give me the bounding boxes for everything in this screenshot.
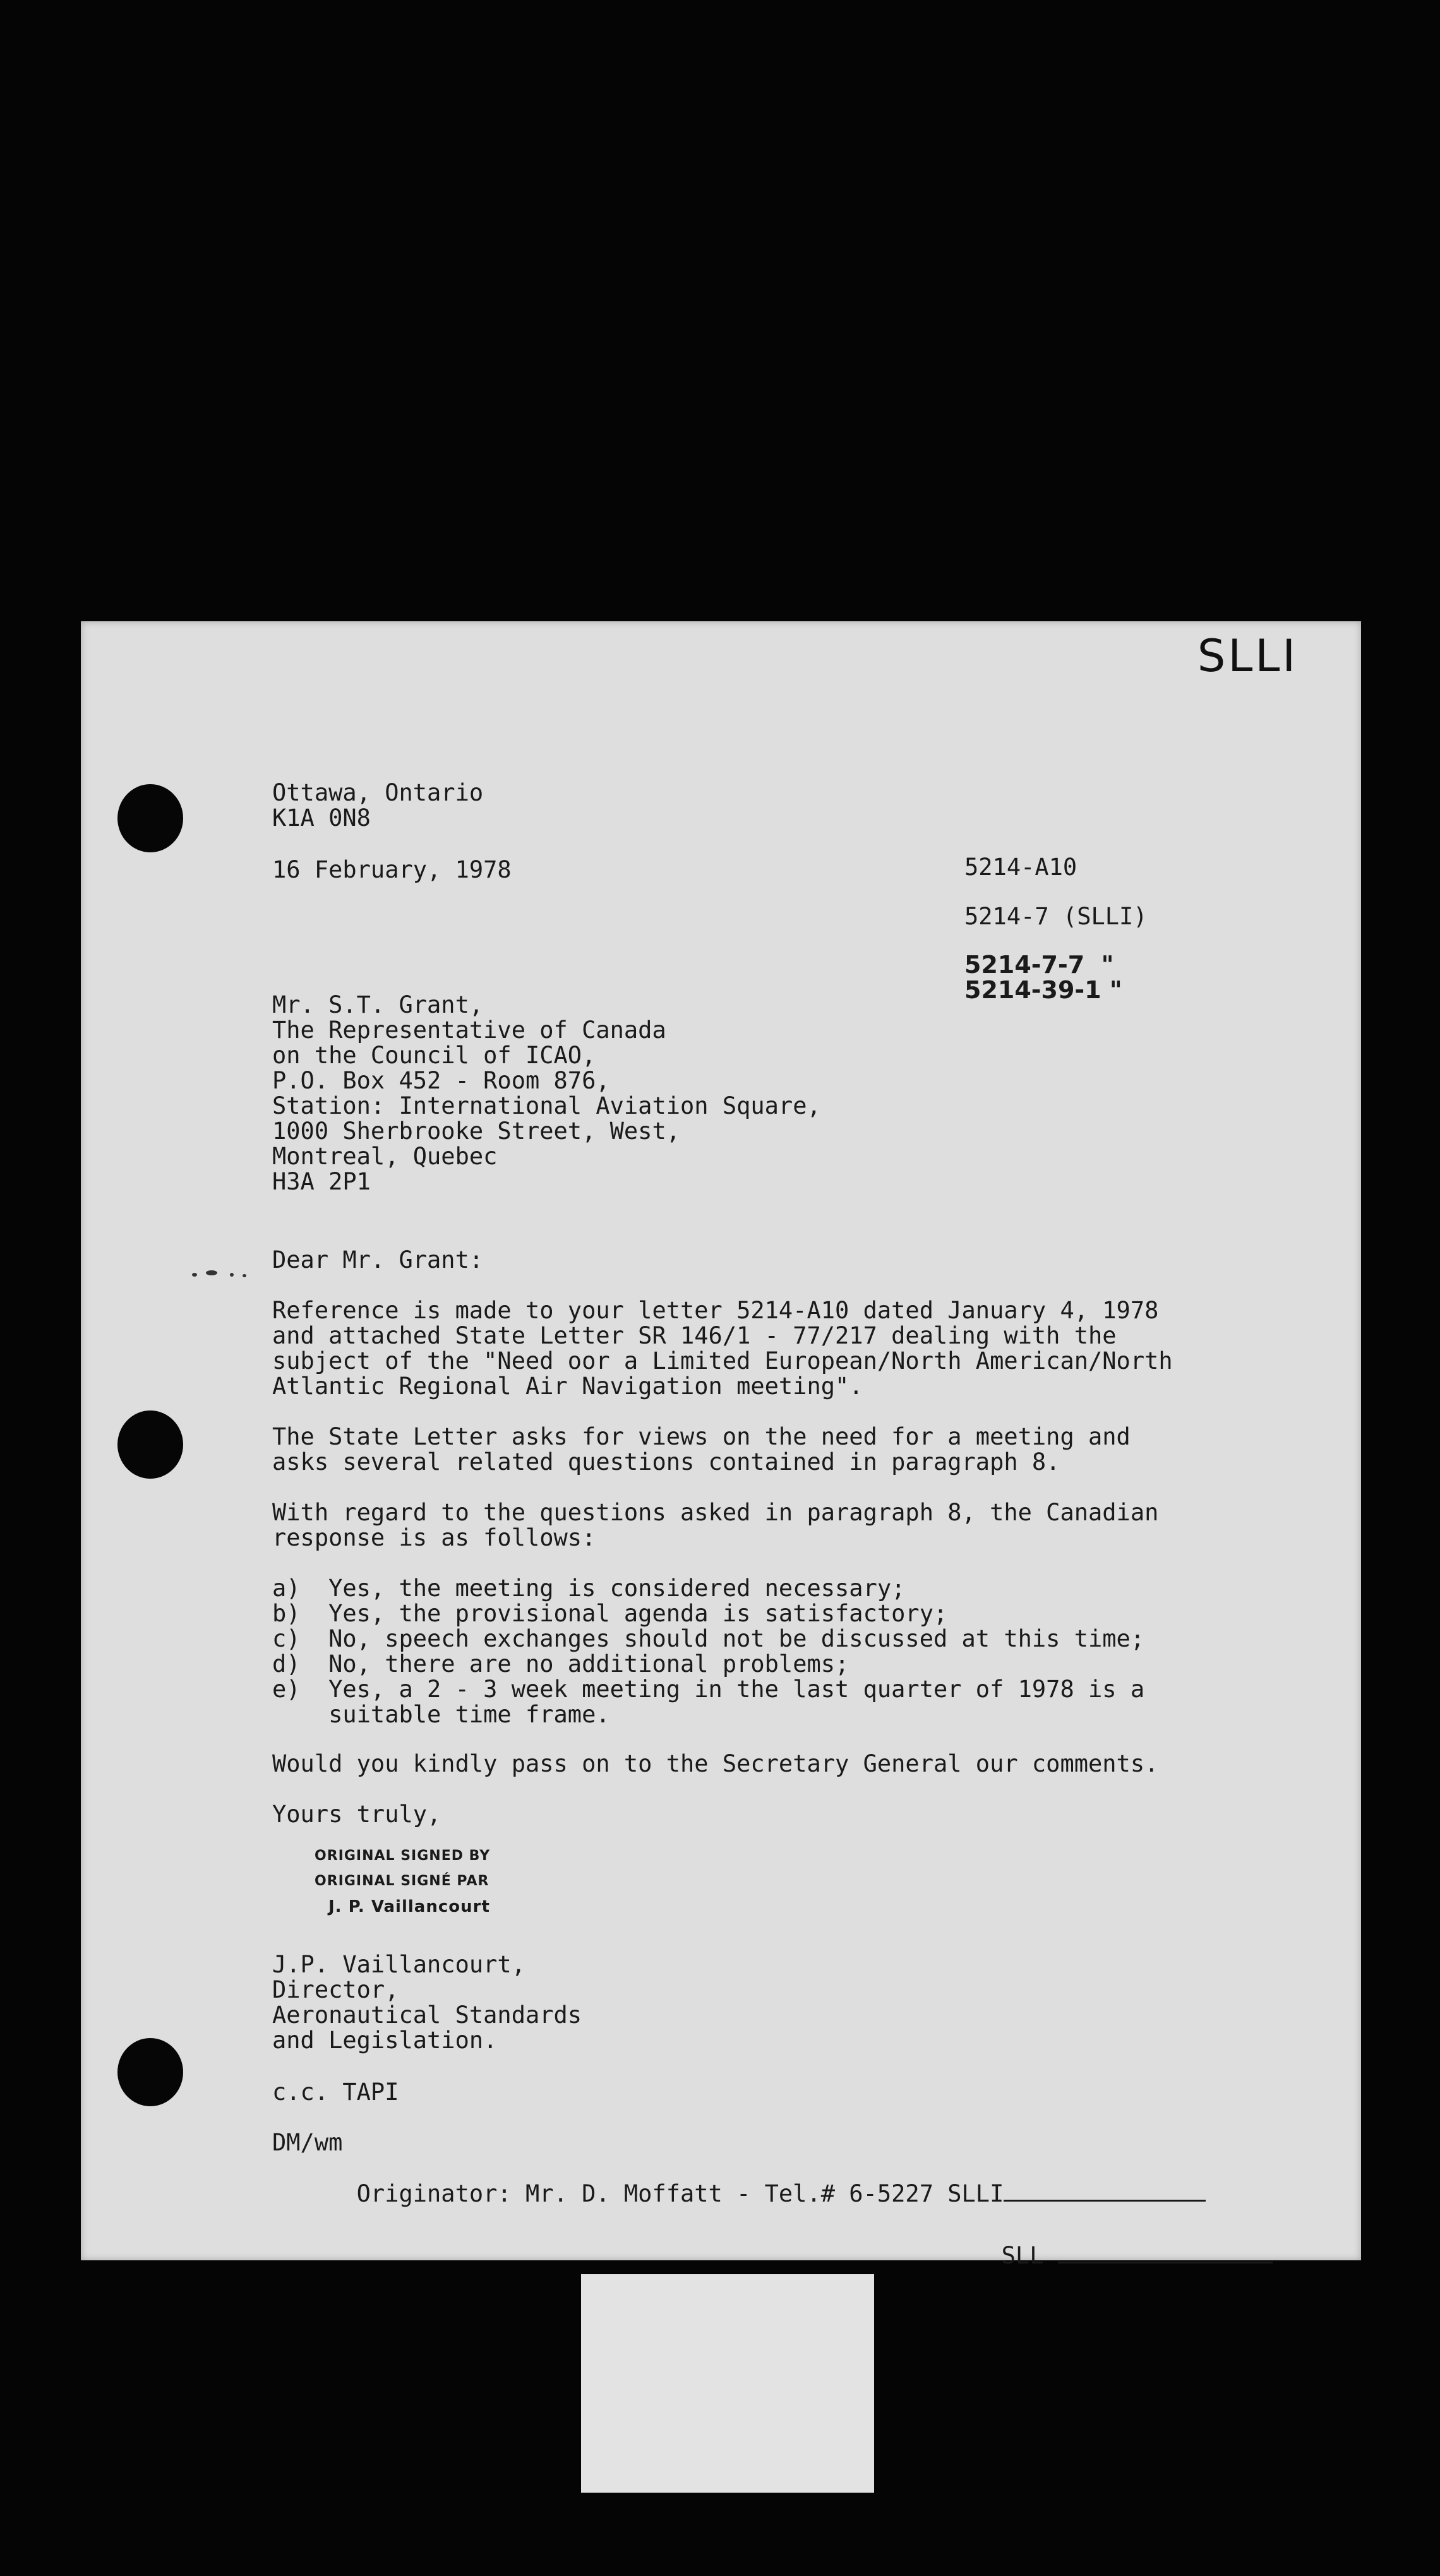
recipient-line: H3A 2P1 <box>272 1168 371 1195</box>
stamp-signer-name: J. P. Vaillancourt <box>328 1897 490 1916</box>
file-ref: 5214-7-7 " <box>964 951 1114 979</box>
punch-hole-middle <box>117 1410 183 1479</box>
response-item: d) No, there are no additional problems; <box>272 1650 849 1678</box>
recipient-line: Montreal, Quebec <box>272 1143 498 1170</box>
recipient-line: on the Council of ICAO, <box>272 1042 596 1069</box>
punch-hole-top <box>117 784 183 852</box>
paper-slip <box>581 2274 874 2493</box>
response-item: suitable time frame. <box>272 1701 610 1728</box>
response-item: c) No, speech exchanges should not be discussed at this time; <box>272 1625 1145 1652</box>
paragraph-line: and attached State Letter SR 146/1 - 77/217 dealing with the <box>272 1322 1117 1349</box>
sll-label: SLL <box>1001 2242 1044 2269</box>
recipient-line: P.O. Box 452 - Room 876, <box>272 1067 610 1094</box>
response-item: e) Yes, a 2 - 3 week meeting in the last quarter of 1978 is a <box>272 1676 1145 1703</box>
signatory-line: Aeronautical Standards <box>272 2001 582 2029</box>
stamp-line: ORIGINAL SIGNÉ PAR <box>315 1873 489 1889</box>
sender-address-line: Ottawa, Ontario <box>272 779 484 806</box>
file-ref: 5214-39-1 " <box>964 976 1122 1004</box>
closing-request: Would you kindly pass on to the Secretary General our comments. <box>272 1750 1159 1777</box>
signature-stamp <box>315 1844 490 1919</box>
signoff-line <box>1058 2243 1273 2263</box>
punch-hole-bottom <box>117 2038 183 2106</box>
letter-date: 16 February, 1978 <box>272 856 512 883</box>
originator-text: Originator: Mr. D. Moffatt - Tel.# 6-5227 SLLI <box>356 2180 1004 2207</box>
salutation: Dear Mr. Grant: <box>272 1246 484 1273</box>
stamp-line: ORIGINAL SIGNED BY <box>315 1848 491 1864</box>
sender-address-line: K1A 0N8 <box>272 804 371 832</box>
recipient-line: 1000 Sherbrooke Street, West, <box>272 1118 681 1145</box>
recipient-line: The Representative of Canada <box>272 1017 666 1044</box>
carbon-copy: c.c. TAPI <box>272 2078 399 2106</box>
letter-page <box>81 621 1361 2269</box>
paragraph-line: subject of the "Need oor a Limited European/North American/North <box>272 1347 1173 1374</box>
paragraph-line: asks several related questions contained in paragraph 8. <box>272 1448 1060 1476</box>
typist-initials: DM/wm <box>272 2129 343 2156</box>
paragraph-line: Reference is made to your letter 5214-A10 dated January 4, 1978 <box>272 1297 1159 1324</box>
handwritten-mark: SLLI <box>1197 630 1298 682</box>
response-item: a) Yes, the meeting is considered necessary; <box>272 1575 906 1602</box>
signoff-line <box>1004 2181 1206 2202</box>
paragraph-line: The State Letter asks for views on the need for a meeting and <box>272 1423 1131 1450</box>
signatory-line: and Legislation. <box>272 2027 498 2054</box>
sll-line <box>917 2217 1273 2294</box>
paragraph-line: response is as follows: <box>272 1524 596 1551</box>
paragraph-line: With regard to the questions asked in paragraph 8, the Canadian <box>272 1499 1159 1526</box>
closing: Yours truly, <box>272 1801 441 1828</box>
file-ref: 5214-A10 <box>964 854 1077 881</box>
paragraph-line: Atlantic Regional Air Navigation meeting". <box>272 1373 863 1400</box>
signatory-line: J.P. Vaillancourt, <box>272 1951 525 1978</box>
file-references <box>964 855 1148 1003</box>
recipient-line: Station: International Aviation Square, <box>272 1092 821 1119</box>
file-ref: 5214-7 (SLLI) <box>964 903 1148 930</box>
recipient-line: Mr. S.T. Grant, <box>272 991 484 1018</box>
signatory-line: Director, <box>272 1976 399 2003</box>
response-item: b) Yes, the provisional agenda is satisfactory; <box>272 1600 948 1627</box>
